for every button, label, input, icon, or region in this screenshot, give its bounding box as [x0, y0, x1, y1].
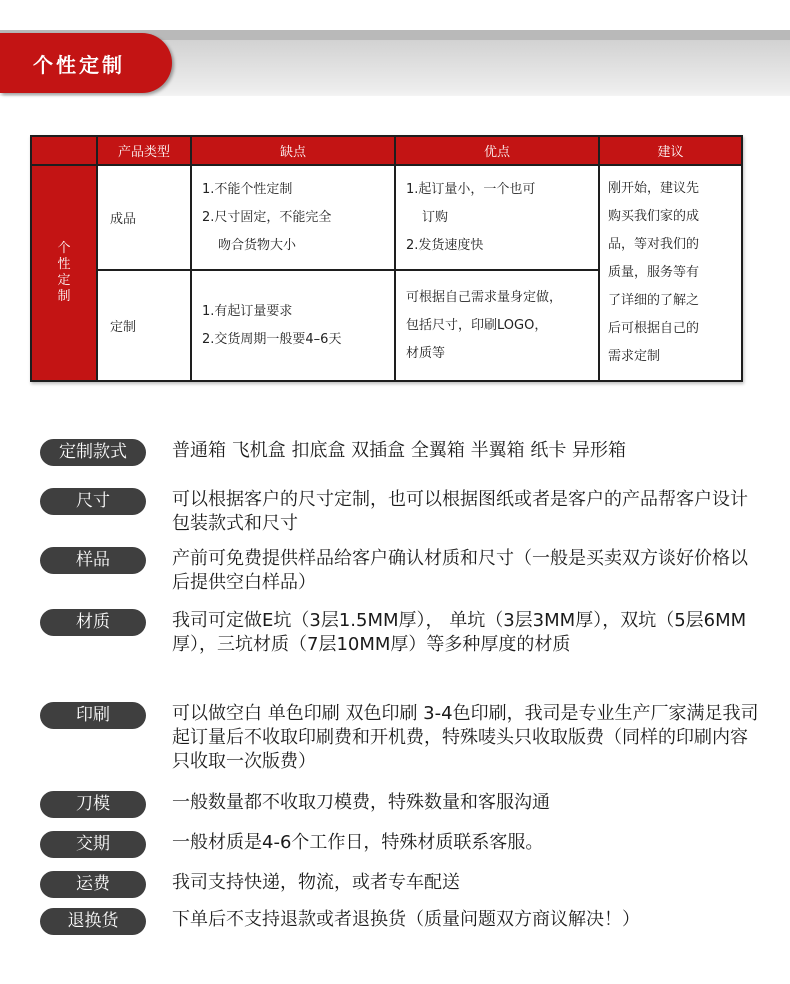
spec-label: 交期 — [40, 831, 146, 858]
spec-text: 产前可免费提供样品给客户确认材质和尺寸（一般是买卖双方谈好价格以后提供空白样品） — [172, 548, 748, 593]
spec-text: 我司可定做E坑（3层1.5MM厚）， 单坑（3层3MM厚），双坑（5层6MM厚），三坑材质（7层10MM厚）等多种厚度的材质 — [172, 610, 747, 655]
advice-cell: 刚开始，建议先 购买我们家的成 品，等对我们的 质量，服务等有 了详细的了解之 后可根据自己的 需求定制 — [599, 165, 742, 381]
spec-label: 刀模 — [40, 791, 146, 818]
cons-cell: 1.不能个性定制 2.尺寸固定，不能完全 吻合货物大小 — [191, 165, 395, 270]
cons-cell: 1.有起订量要求 2.交货周期一般要4–6天 — [191, 270, 395, 381]
spec-text: 可以根据客户的尺寸定制，也可以根据图纸或者是客户的产品帮客户设计包装款式和尺寸 — [172, 489, 748, 534]
table-row — [31, 165, 742, 270]
header-title-tab — [0, 33, 172, 93]
spec-label: 印刷 — [40, 702, 146, 729]
table-header-corner — [31, 136, 97, 165]
spec-text: 可以做空白 单色印刷 双色印刷 3-4色印刷，我司是专业生产厂家满足我司起订量后不收取印刷费和开机费，特殊唛头只收取版费（同样的印刷内容只收取一次版费） — [172, 703, 759, 772]
spec-text: 一般数量都不收取刀模费，特殊数量和客服沟通 — [172, 792, 550, 813]
table-header-row — [31, 136, 742, 165]
spec-label: 退换货 — [40, 908, 146, 935]
spec-label: 尺寸 — [40, 488, 146, 515]
spec-text: 一般材质是4-6个工作日，特殊材质联系客服。 — [172, 832, 544, 853]
spec-text: 下单后不支持退款或者退换货（质量问题双方商议解决！） — [172, 909, 640, 930]
page-title: 个性定制 — [33, 52, 125, 77]
spec-text: 普通箱 飞机盒 扣底盒 双插盒 全翼箱 半翼箱 纸卡 异形箱 — [172, 440, 627, 461]
column-header: 产品类型 — [97, 136, 191, 165]
column-header: 建议 — [599, 136, 742, 165]
product-type-cell: 定制 — [97, 270, 191, 381]
product-type-cell: 成品 — [97, 165, 191, 270]
comparison-table — [30, 135, 743, 382]
column-header: 缺点 — [191, 136, 395, 165]
pros-cell: 可根据自己需求量身定做， 包括尺寸，印刷LOGO， 材质等 — [395, 270, 599, 381]
pros-cell: 1.起订量小，一个也可 订购 2.发货速度快 — [395, 165, 599, 270]
row-group-label: 个性定制 — [31, 165, 97, 381]
spec-label: 材质 — [40, 609, 146, 636]
spec-text: 我司支持快递，物流，或者专车配送 — [172, 872, 460, 893]
spec-label: 定制款式 — [40, 439, 146, 466]
spec-label: 样品 — [40, 547, 146, 574]
spec-label: 运费 — [40, 871, 146, 898]
column-header: 优点 — [395, 136, 599, 165]
